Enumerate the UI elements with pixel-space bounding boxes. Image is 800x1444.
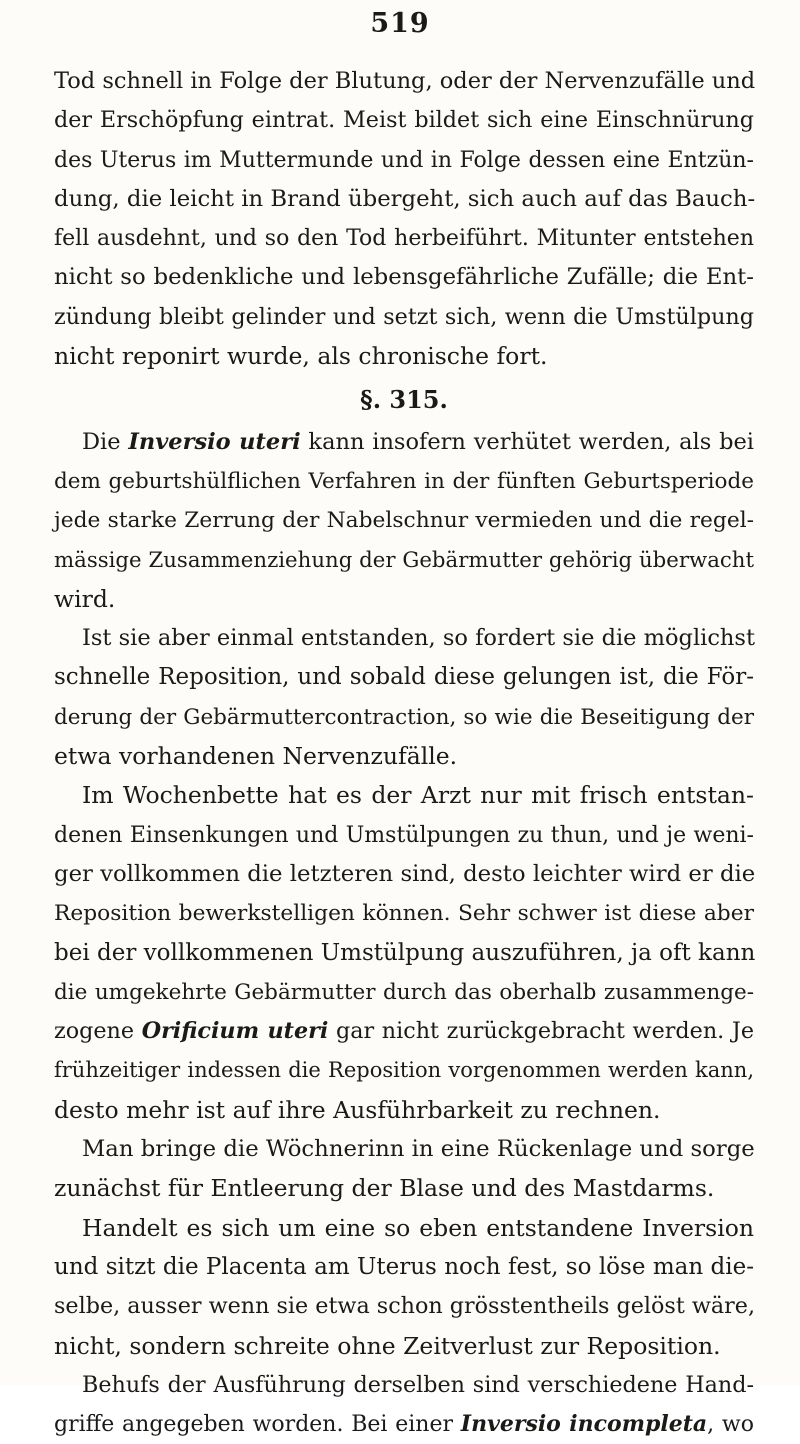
text-line xyxy=(54,337,754,376)
latin-term: Inversio incompleta xyxy=(460,1411,708,1438)
text-run: desto mehr ist auf ihre Ausführbarkeit zu rechnen. xyxy=(54,1095,661,1124)
text-run: Behufs der Ausführung derselben sind verschiedene Hand- xyxy=(82,1371,754,1398)
text-line xyxy=(54,501,754,540)
text-run: dung, die leicht in Brand übergeht, sich auch auf das Bauch- xyxy=(54,185,756,212)
text-run: und sitzt die Placenta am Uterus noch fest, so löse man die- xyxy=(54,1253,754,1280)
text-run: nicht, sondern schreite ohne Zeitverlust zur Reposition. xyxy=(54,1331,721,1360)
text-run: ger vollkommen die letzteren sind, desto leichter wird er die xyxy=(54,860,756,887)
text-line xyxy=(54,737,754,776)
text-line xyxy=(54,101,754,140)
text-line xyxy=(54,141,754,180)
text-run: fell ausdehnt, und so den Tod herbeiführt. Mitunter entstehen xyxy=(54,226,754,252)
text-run: bei der vollkommenen Umstülpung auszuführen, ja oft kann xyxy=(54,939,756,966)
text-line xyxy=(54,1287,754,1326)
text-line xyxy=(54,219,754,258)
text-run: §. 315. xyxy=(360,385,448,415)
text-run: Ist sie aber einmal entstanden, so fordert sie die möglichst xyxy=(82,625,756,652)
text-run: der Erschöpfung eintrat. Meist bildet sich eine Einschnürung xyxy=(54,107,754,134)
text-run: Handelt es sich um eine so eben entstandene Inversion xyxy=(82,1213,754,1242)
text-run: dem geburtshülflichen Verfahren in der fünften Geburtsperiode xyxy=(54,468,754,494)
text-line xyxy=(54,1327,754,1366)
text-run: Man bringe die Wöchnerinn in eine Rückenlage und sorge xyxy=(82,1136,755,1163)
text-line xyxy=(54,816,754,855)
text-line xyxy=(54,698,754,737)
text-line xyxy=(54,1091,754,1130)
text-run: schnelle Reposition, und sobald diese gelungen ist, die För- xyxy=(54,664,754,691)
text-line xyxy=(54,776,754,815)
text-line xyxy=(54,423,754,462)
text-run: selbe, ausser wenn sie etwa schon grösstentheils gelöst wäre, xyxy=(54,1293,756,1320)
text-run: Reposition bewerkstelligen können. Sehr schwer ist diese aber xyxy=(54,901,754,927)
text-line xyxy=(54,462,754,501)
text-line xyxy=(54,894,754,933)
text-line xyxy=(54,973,754,1012)
text-run: wird. xyxy=(54,584,116,613)
text-run: zunächst für Entleerung der Blase und des Mastdarms. xyxy=(54,1174,715,1203)
text-run: griffe angegeben worden. Bei einer xyxy=(54,1412,461,1438)
text-run: gar nicht zurückgebracht werden. Je xyxy=(328,1018,754,1045)
text-line xyxy=(54,541,754,580)
text-run: jede starke Zerrung der Nabelschnur vermieden und die regel- xyxy=(54,508,754,534)
text-run: , wo xyxy=(707,1412,755,1438)
text-run: etwa vorhandenen Nervenzufälle. xyxy=(54,742,458,771)
text-line xyxy=(54,180,754,219)
body-text xyxy=(54,62,754,1444)
text-line xyxy=(54,855,754,894)
text-line xyxy=(54,298,754,337)
text-line xyxy=(54,258,754,297)
text-run: nicht so bedenkliche und lebensgefährliche Zufälle; die Ent- xyxy=(54,264,754,291)
text-run: des Uterus im Muttermunde und in Folge dessen eine Entzün- xyxy=(54,147,754,173)
text-line xyxy=(54,1130,754,1169)
text-run: kann insofern verhütet werden, als bei xyxy=(300,428,754,455)
text-run: Im Wochenbette hat es der Arzt nur mit frisch entstan- xyxy=(82,781,754,810)
text-run: denen Einsenkungen und Umstülpungen zu thun, und je weni- xyxy=(54,822,754,848)
text-run: zogene xyxy=(54,1018,142,1045)
text-line xyxy=(54,1169,754,1208)
text-run: Tod schnell in Folge der Blutung, oder der Nervenzufälle und xyxy=(54,68,756,94)
latin-term: Inversio uteri xyxy=(128,428,301,455)
text-run: derung der Gebärmuttercontraction, so wie die Beseitigung der xyxy=(54,704,754,730)
text-run: nicht reponirt wurde, als chronische fort. xyxy=(54,342,548,371)
page-number: 519 xyxy=(370,8,430,39)
text-run: mässige Zusammenziehung der Gebärmutter gehörig überwacht xyxy=(54,547,754,573)
text-run: frühzeitiger indessen die Reposition vorgenommen werden kann, xyxy=(54,1058,754,1083)
text-line xyxy=(54,1012,754,1051)
text-line xyxy=(54,658,754,697)
text-line xyxy=(54,1051,754,1090)
text-run: Die xyxy=(82,428,129,455)
text-line xyxy=(54,1366,754,1405)
text-line xyxy=(54,1248,754,1287)
latin-term: Orificium uteri xyxy=(141,1018,329,1045)
text-line xyxy=(54,1209,754,1248)
section-heading xyxy=(54,376,754,422)
text-line xyxy=(54,1405,754,1444)
text-run: die umgekehrte Gebärmutter durch das oberhalb zusammenge- xyxy=(54,979,754,1005)
text-line xyxy=(54,619,754,658)
text-line xyxy=(54,580,754,619)
text-run: zündung bleibt gelinder und setzt sich, wenn die Umstülpung xyxy=(54,303,754,330)
text-line xyxy=(54,62,754,101)
text-line xyxy=(54,934,754,973)
